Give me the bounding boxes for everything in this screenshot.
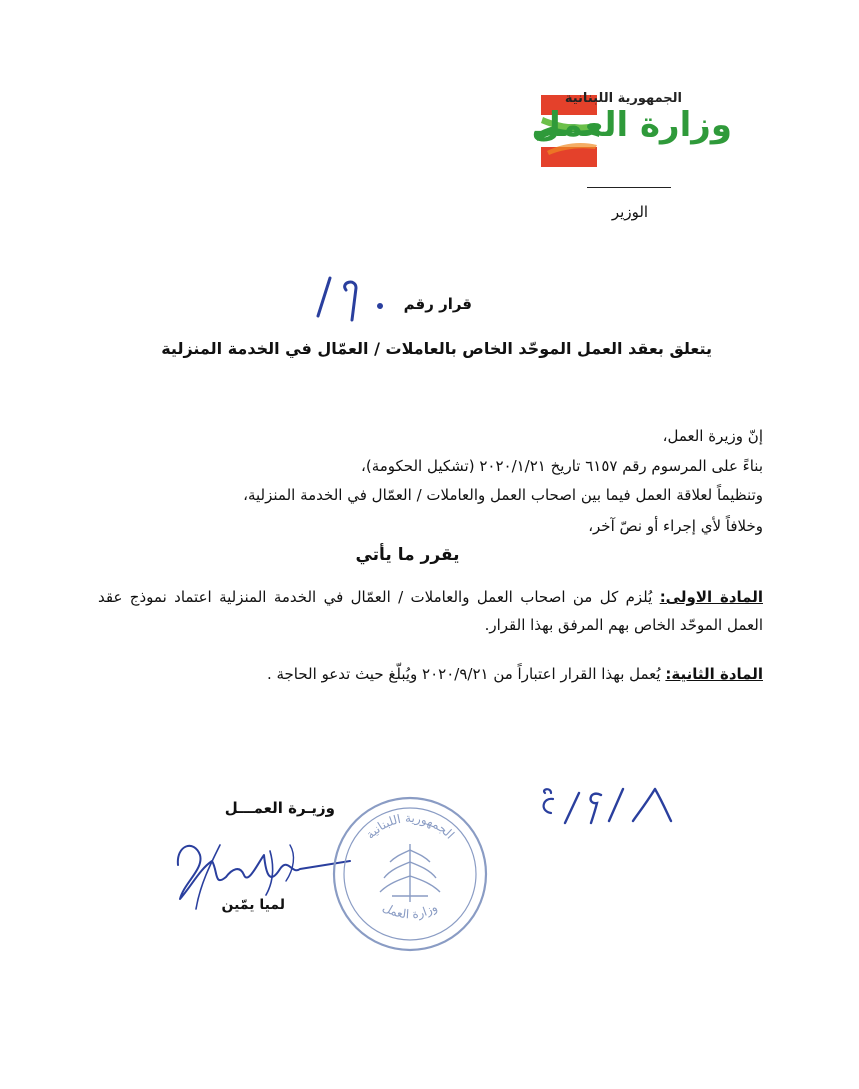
handwritten-date-text: ٨/٩/٢٠ (600, 833, 603, 834)
preamble-line: إنّ وزيرة العمل، (662, 427, 763, 445)
minister-office-label: الوزير (611, 203, 649, 221)
decision-label: قرار رقم (403, 295, 472, 313)
decision-number-handwritten (300, 268, 400, 330)
decision-subject: يتعلق بعقد العمل الموحّد الخاص بالعاملات / العمّال في الخدمة المنزلية (161, 339, 712, 358)
svg-text:الجمهورية اللبنانية (363, 811, 457, 842)
svg-text:وزارة العمل (380, 900, 440, 922)
preamble-line: وخلافاً لأي إجراء أو نصّ آخر، (588, 517, 763, 535)
article-2-label: المادة الثانية: (665, 665, 763, 683)
preamble-line: بناءً على المرسوم رقم ٦١٥٧ تاريخ ٢٠٢٠/١/٢١ (تشكيل الحكومة)، (361, 457, 763, 475)
republic-name: الجمهورية اللبنانية (564, 91, 682, 106)
article-1-label: المادة الاولى: (659, 588, 763, 606)
stamp-top-text: الجمهورية اللبنانية (363, 810, 458, 842)
ministry-stamp (330, 792, 490, 957)
article-2-text: يُعمل بهذا القرار اعتباراً من ٢٠٢٠/٩/٢١ ويُبلّغ حيث تدعو الحاجة . (266, 665, 661, 683)
stamp-bottom-text: وزارة العمل (380, 899, 440, 922)
ministry-logo (525, 85, 740, 175)
signatory-name: لميا يمّين (221, 897, 285, 913)
decision-number-text: ١/٩٠ (350, 328, 352, 329)
article-2 (98, 660, 763, 688)
article-1 (98, 583, 763, 639)
handwritten-date (525, 775, 675, 835)
signatory-title: وزيـرة العمـــل (224, 799, 335, 817)
preamble-line: وتنظيماً لعلاقة العمل فيما بين اصحاب العمل والعاملات / العمّال في الخدمة المنزلية، (243, 486, 763, 504)
ministry-name: وزارة العمل (531, 105, 732, 145)
minister-divider (587, 187, 671, 188)
cedar-icon (380, 844, 440, 902)
decides-heading: يقرر ما يأتي (355, 545, 460, 565)
article-1-text: يُلزم كل من اصحاب العمل والعاملات / العمّال في الخدمة المنزلية اعتماد نموذج عقد العمل الموحّد الخاص بهم المرفق بهذا القرار. (98, 588, 763, 634)
